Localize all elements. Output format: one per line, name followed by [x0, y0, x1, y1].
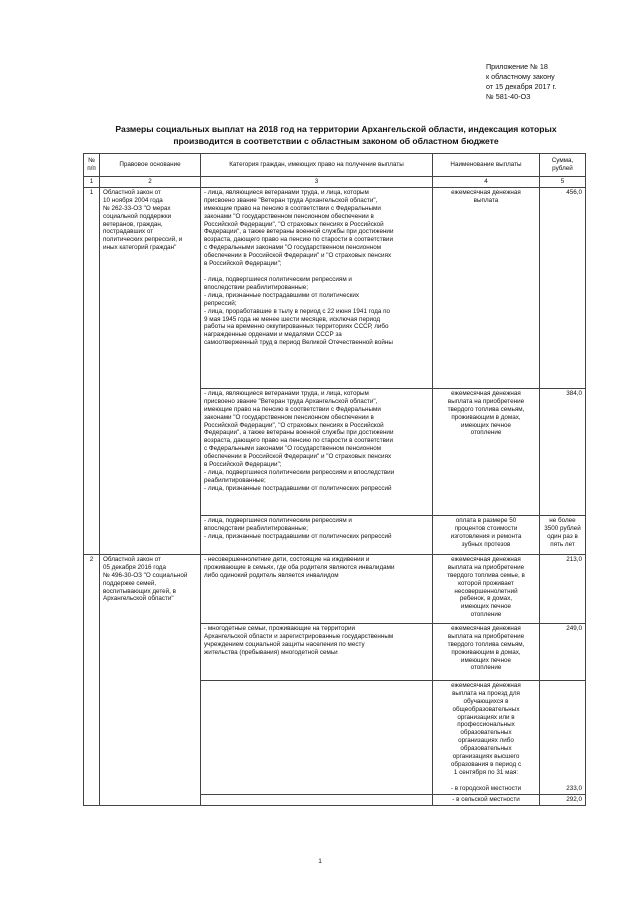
header-number: № п/п — [84, 154, 100, 177]
category-cell: - лица, являющиеся ветеранами труда, и лица, которым присвоено звание "Ветеран труда Архангельской области", имеющие право на пенсию в соответствии с Федеральными законами "О государственном пенсионном обеспечении в Российской Федерации", "О страховых пенсиях в Российской Федерации", а также ветераны военной службы при достижении возраста, дающего право на пенсию по старости в соответствии с Федеральными законами "О государственном пенсионном обеспечении в Российской Федерации" и "О страховых пенсиях в Российской Федерации"; - лица, подвергшиеся политическим репрессиям и впоследствии реабилитированные; - лица, признанные пострадавшими от политических репрессий; - лица, проработавшие в тылу в период с 22 июня 1941 года по 9 мая 1945 года не менее шести месяцев, исключая период работы на временно оккупированных территориях СССР, либо награжденные орденами и медалями СССР за самоотверженный труд в период Великой Отечественной войны — [201, 187, 433, 388]
amount-cell: 213,0 — [540, 554, 586, 623]
table-row — [84, 187, 586, 388]
col-num: 5 — [540, 177, 586, 188]
appendix-line: Приложение № 18 — [486, 62, 548, 71]
amount-cell: 384,0 — [540, 388, 586, 515]
header-category: Категория граждан, имеющих право на получение выплаты — [201, 154, 433, 177]
payment-cell: ежемесячная денежная выплата на приобретение твердого топлива семье, в которой проживает несовершеннолетний ребенок, в домах, имеющих печное отопление — [433, 554, 540, 623]
payment-cell: ежемесячная денежная выплата — [433, 187, 540, 388]
category-cell: - лица, подвергшиеся политическим репрессиям и впоследствии реабилитированные; - лица, признанные пострадавшими от политических репрессий — [201, 515, 433, 554]
payments-table — [83, 153, 586, 806]
appendix-line: к областному закону — [486, 72, 555, 81]
legal-basis: Областной закон от 05 декабря 2016 года № 496-30-ОЗ "О социальной поддержке семей, воспитывающих детей, в Архангельской области" — [100, 554, 201, 805]
appendix-line: от 15 декабря 2017 г. — [486, 82, 557, 91]
header-row — [84, 154, 586, 177]
category-cell-empty — [201, 794, 433, 805]
row-number: 2 — [84, 554, 100, 805]
col-num: 2 — [100, 177, 201, 188]
category-cell: - несовершеннолетние дети, состоящие на иждивении и проживающие в семьях, где оба родителя являются инвалидами либо одинокий родитель является инвалидом — [201, 554, 433, 623]
payment-cell: ежемесячная денежная выплата на проезд для обучающихся в общеобразовательных организациях или в профессиональных образовательных организациях либо образовательных организациях высшего образования в период с 1 сентября по 31 мая: - в городской местности — [433, 680, 540, 794]
column-number-row — [84, 177, 586, 188]
rural-label: - в сельской местности — [433, 794, 540, 805]
rural-amount: 292,0 — [540, 794, 586, 805]
appendix-line: № 581-40-ОЗ — [486, 92, 531, 101]
amount-cell: 249,0 — [540, 623, 586, 680]
amount-cell: не более 3500 рублей один раз в пять лет — [540, 515, 586, 554]
title-line-2: производится в соответствии с областным законом об областном бюджете — [173, 135, 499, 146]
payment-cell: ежемесячная денежная выплата на приобретение твердого топлива семьям, проживающим в домах, имеющих печное отопление — [433, 623, 540, 680]
row-number: 1 — [84, 187, 100, 554]
document-title — [86, 124, 586, 147]
header-amount: Сумма, рублей — [540, 154, 586, 177]
header-payment: Наименование выплаты — [433, 154, 540, 177]
legal-basis: Областной закон от 10 ноября 2004 года № 262-33-ОЗ "О мерах социальной поддержки ветеранов, граждан, пострадавших от политических репрессий, и иных категорий граждан" — [100, 187, 201, 554]
amount-cell: 456,0 — [540, 187, 586, 388]
col-num: 3 — [201, 177, 433, 188]
appendix-block — [486, 62, 556, 102]
urban-amount: 233,0 — [566, 784, 582, 792]
category-cell-empty — [201, 680, 433, 794]
payment-cell: ежемесячная денежная выплата на приобретение твердого топлива семьям, проживающим в домах, имеющих печное отопление — [433, 388, 540, 515]
col-num: 4 — [433, 177, 540, 188]
category-cell: - многодетные семьи, проживающие на территории Архангельской области и зарегистрированные государственным учреждением социальной защиты населения по месту жительства (пребывания) многодетной семьи — [201, 623, 433, 680]
header-basis: Правовое основание — [100, 154, 201, 177]
amount-cell — [540, 680, 586, 794]
page-number: 1 — [318, 858, 322, 865]
table-row — [84, 554, 586, 623]
urban-label: - в городской местности — [450, 784, 522, 792]
payment-cell: оплата в размере 50 процентов стоимости изготовления и ремонта зубных протезов — [433, 515, 540, 554]
col-num: 1 — [84, 177, 100, 188]
category-cell: - лица, являющиеся ветеранами труда, и лица, которым присвоено звание "Ветеран труда Архангельской области", имеющие право на пенсию в соответствии с Федеральными законами "О государственном пенсионном обеспечении в Российской Федерации", "О страховых пенсиях в Российской Федерации", а также ветераны военной службы при достижении возраста, дающего право на пенсию по старости в соответствии с Федеральными законами "О государственном пенсионном обеспечении в Российской Федерации" и "О страховых пенсиях в Российской Федерации"; - лица, подвергшиеся политическим репрессиям и впоследствии реабилитированные; - лица, признанные пострадавшими от политических репрессий — [201, 388, 433, 515]
title-line-1: Размеры социальных выплат на 2018 год на территории Архангельской области, индексация которых — [115, 124, 557, 134]
